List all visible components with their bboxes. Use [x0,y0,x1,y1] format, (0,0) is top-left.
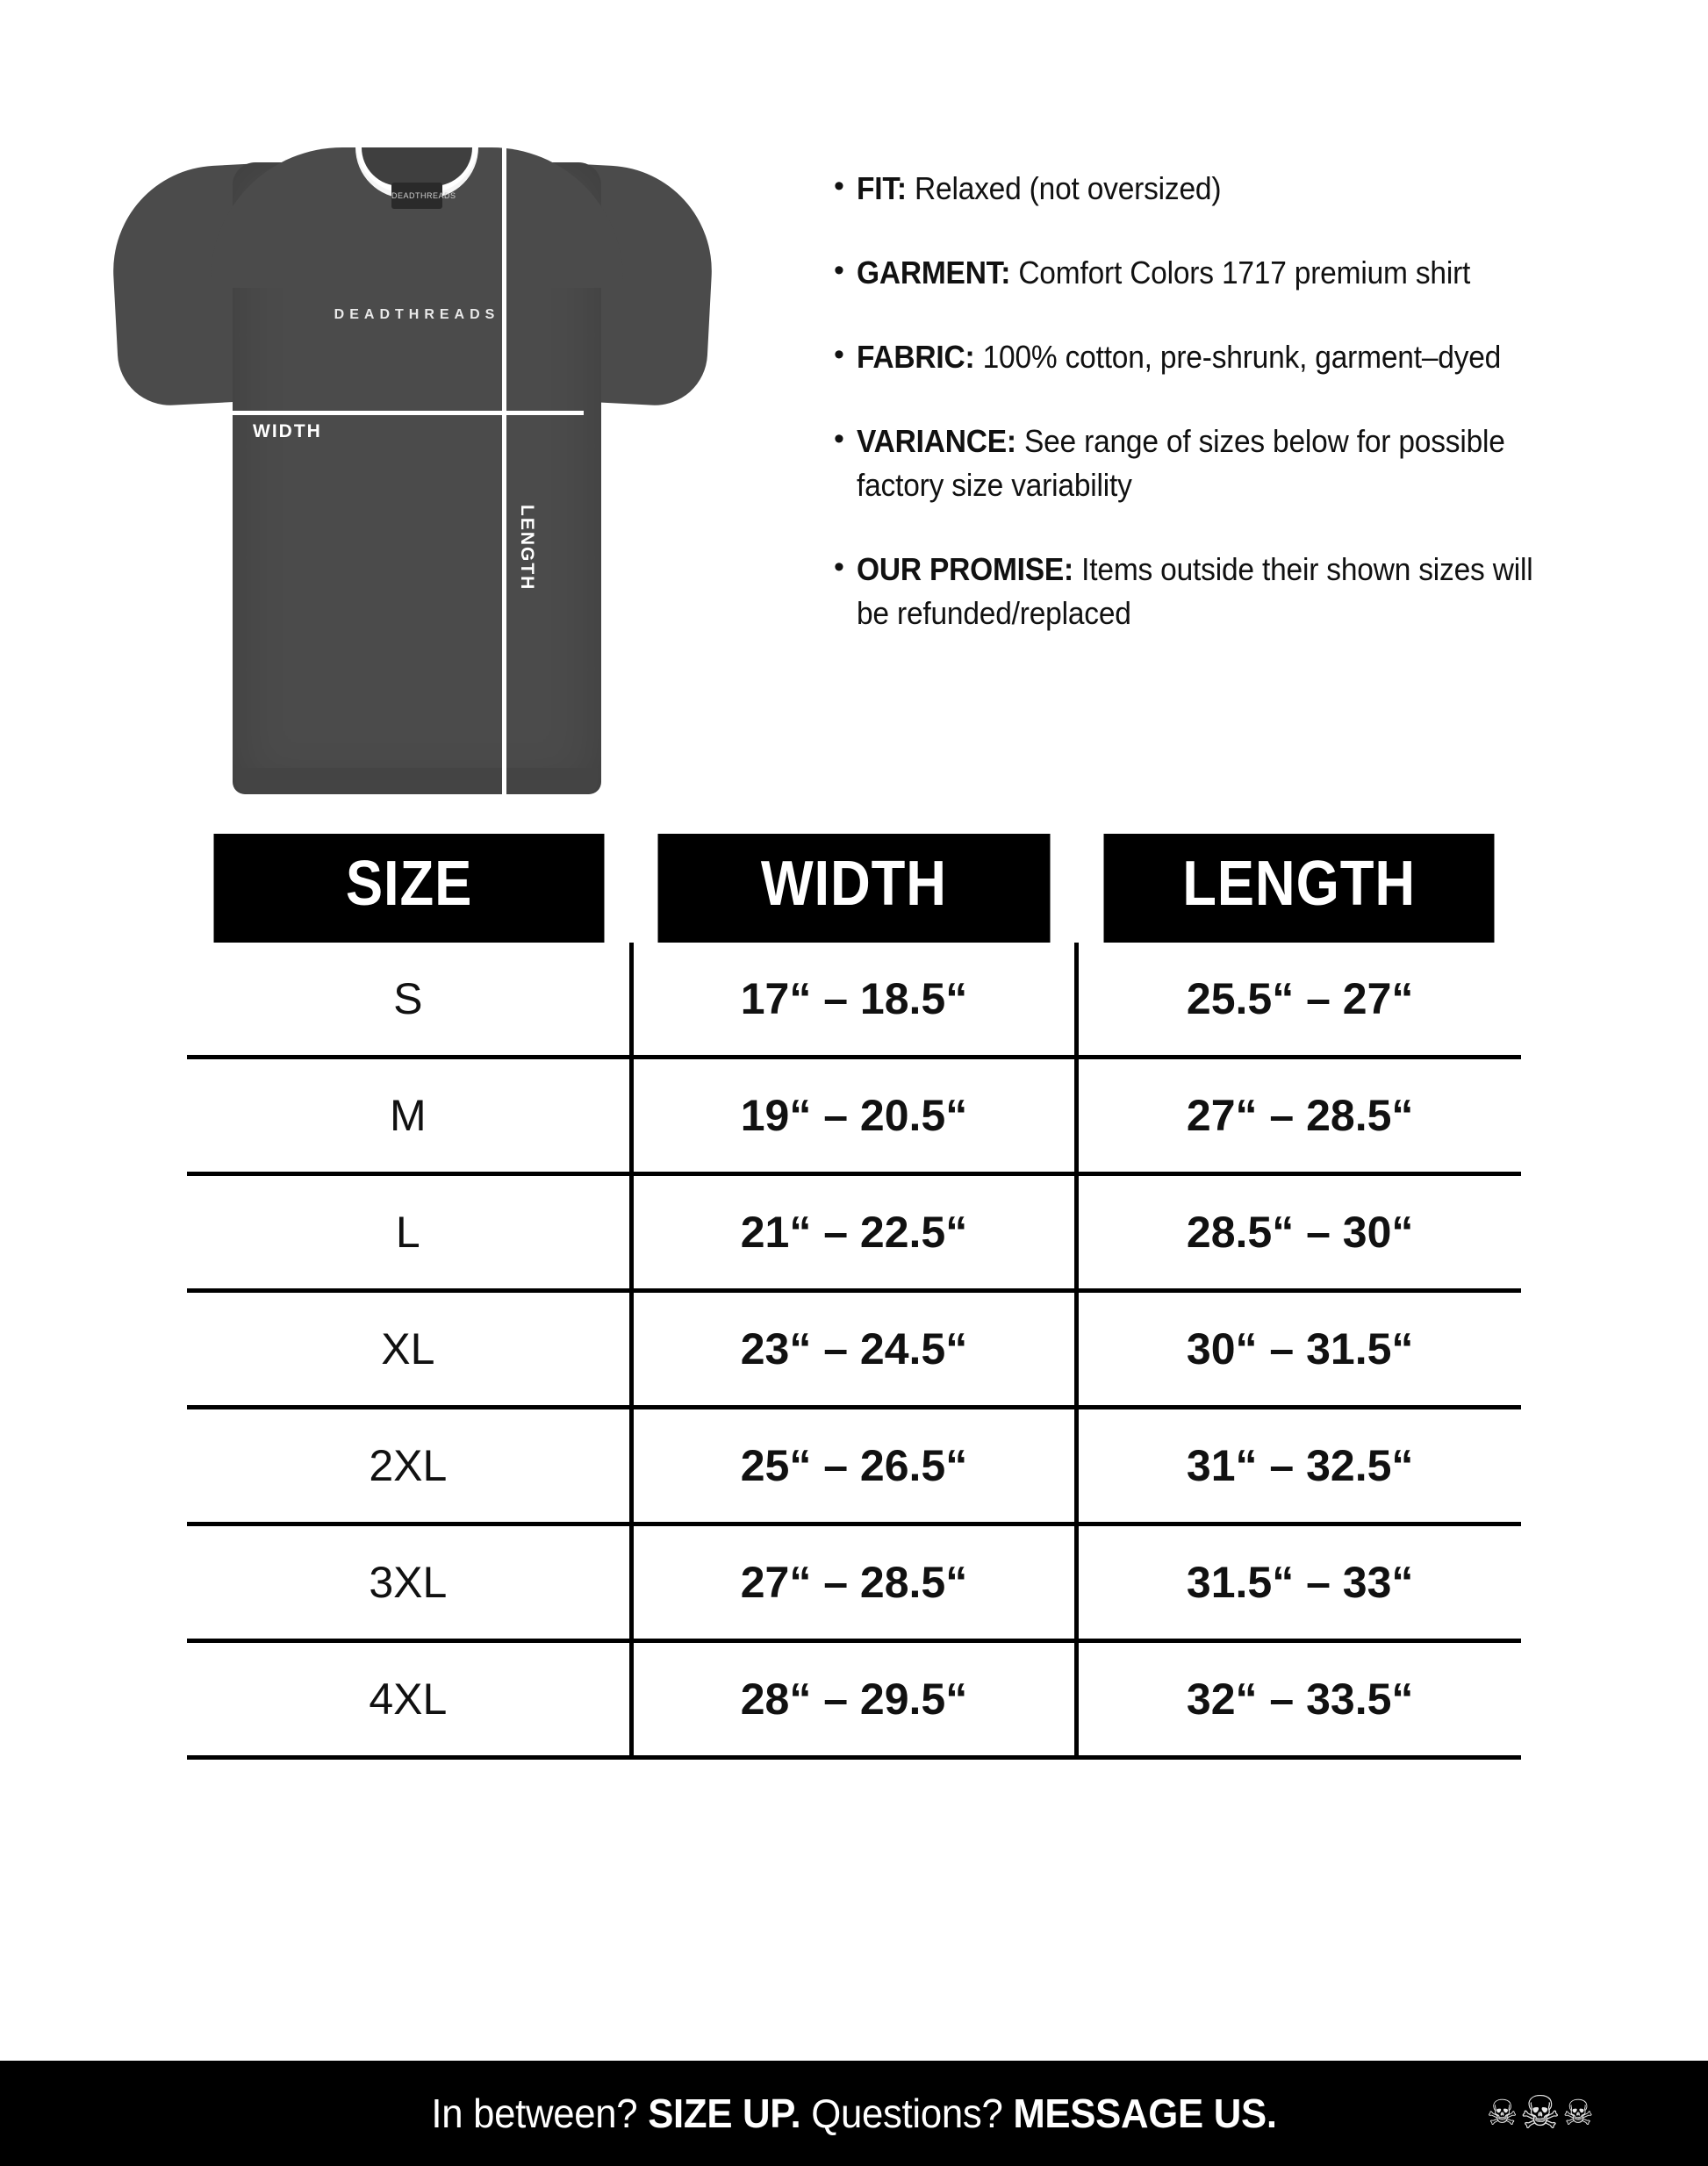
size-chart-wrap [187,834,1521,1760]
bullet-icon: • [834,550,844,584]
cell-length: 31.5“ – 33“ [1077,1524,1521,1641]
table-row [187,1174,1521,1291]
bullet-icon: • [834,254,844,287]
cell-length: 28.5“ – 30“ [1077,1174,1521,1291]
list-item [834,548,1629,635]
detail-label: FABRIC: [857,339,975,375]
column-header-length: LENGTH [1103,834,1494,943]
detail-value: See range of sizes below for possible factory size variability [857,423,1505,503]
cell-width: 27“ – 28.5“ [631,1524,1077,1641]
cell-size: 3XL [187,1524,631,1641]
detail-value: Relaxed (not oversized) [906,170,1222,206]
cell-width: 19“ – 20.5“ [631,1058,1077,1174]
column-header-width: WIDTH [658,834,1051,943]
tshirt-diagram [105,132,720,799]
size-chart-body [187,943,1521,1758]
detail-text [857,548,1534,635]
cell-width: 23“ – 24.5“ [631,1291,1077,1408]
length-measure-line [502,132,506,799]
skull-icon-center: ☠ [1519,2088,1561,2139]
width-measure-label: WIDTH [253,421,322,441]
size-chart-header [187,834,1521,943]
detail-text [857,167,1221,211]
cell-size: 4XL [187,1641,631,1758]
shirt-illustration-wrap [0,132,728,807]
skull-icon-left: ☠ [1486,2094,1518,2133]
footer-banner [0,2061,1708,2166]
cell-width: 17“ – 18.5“ [631,943,1077,1058]
table-row [187,943,1521,1058]
footer-message [431,2090,1276,2137]
detail-text [857,251,1470,295]
bullet-icon: • [834,338,844,371]
list-item [834,335,1629,379]
table-row [187,1524,1521,1641]
skull-icon-right: ☠ [1562,2094,1594,2133]
list-item [834,167,1629,211]
table-header-row [187,834,1521,943]
cell-length: 25.5“ – 27“ [1077,943,1521,1058]
bullet-icon: • [834,422,844,455]
table-row [187,1641,1521,1758]
footer-part-2: SIZE UP. [648,2091,801,2136]
cell-size: M [187,1058,631,1174]
product-details-list [728,132,1708,807]
cell-length: 32“ – 33.5“ [1077,1641,1521,1758]
cell-length: 31“ – 32.5“ [1077,1408,1521,1524]
length-measure-label: LENGTH [517,505,537,592]
list-item [834,251,1629,295]
footer-part-3: Questions? [800,2091,1014,2136]
detail-label: FIT: [857,170,907,206]
detail-text [857,420,1534,507]
shirt-brand-print: DEADTHREADS [334,307,500,322]
cell-length: 27“ – 28.5“ [1077,1058,1521,1174]
width-measure-line [233,411,584,415]
detail-label: VARIANCE: [857,423,1016,459]
bullet-icon: • [834,169,844,203]
detail-value: 100% cotton, pre-shrunk, garment–dyed [974,339,1502,375]
cell-size: XL [187,1291,631,1408]
cell-width: 28“ – 29.5“ [631,1641,1077,1758]
detail-label: GARMENT: [857,255,1011,290]
column-header-size: SIZE [213,834,604,943]
cell-size: 2XL [187,1408,631,1524]
list-item [834,420,1629,507]
detail-value: Items outside their shown sizes will be refunded/replaced [857,551,1533,631]
detail-label: OUR PROMISE: [857,551,1074,587]
detail-value: Comfort Colors 1717 premium shirt [1010,255,1471,290]
detail-text [857,335,1501,379]
cell-size: S [187,943,631,1058]
table-row [187,1291,1521,1408]
skull-icon [1486,2088,1594,2139]
shirt-neck-tag: DEADTHREADS [391,183,442,209]
cell-length: 30“ – 31.5“ [1077,1291,1521,1408]
cell-width: 21“ – 22.5“ [631,1174,1077,1291]
cell-width: 25“ – 26.5“ [631,1408,1077,1524]
product-overview-section [0,0,1708,807]
table-row [187,1058,1521,1174]
cell-size: L [187,1174,631,1291]
footer-part-1: In between? [431,2091,649,2136]
size-chart-table [187,834,1521,1760]
footer-part-4: MESSAGE US. [1013,2091,1277,2136]
table-row [187,1408,1521,1524]
